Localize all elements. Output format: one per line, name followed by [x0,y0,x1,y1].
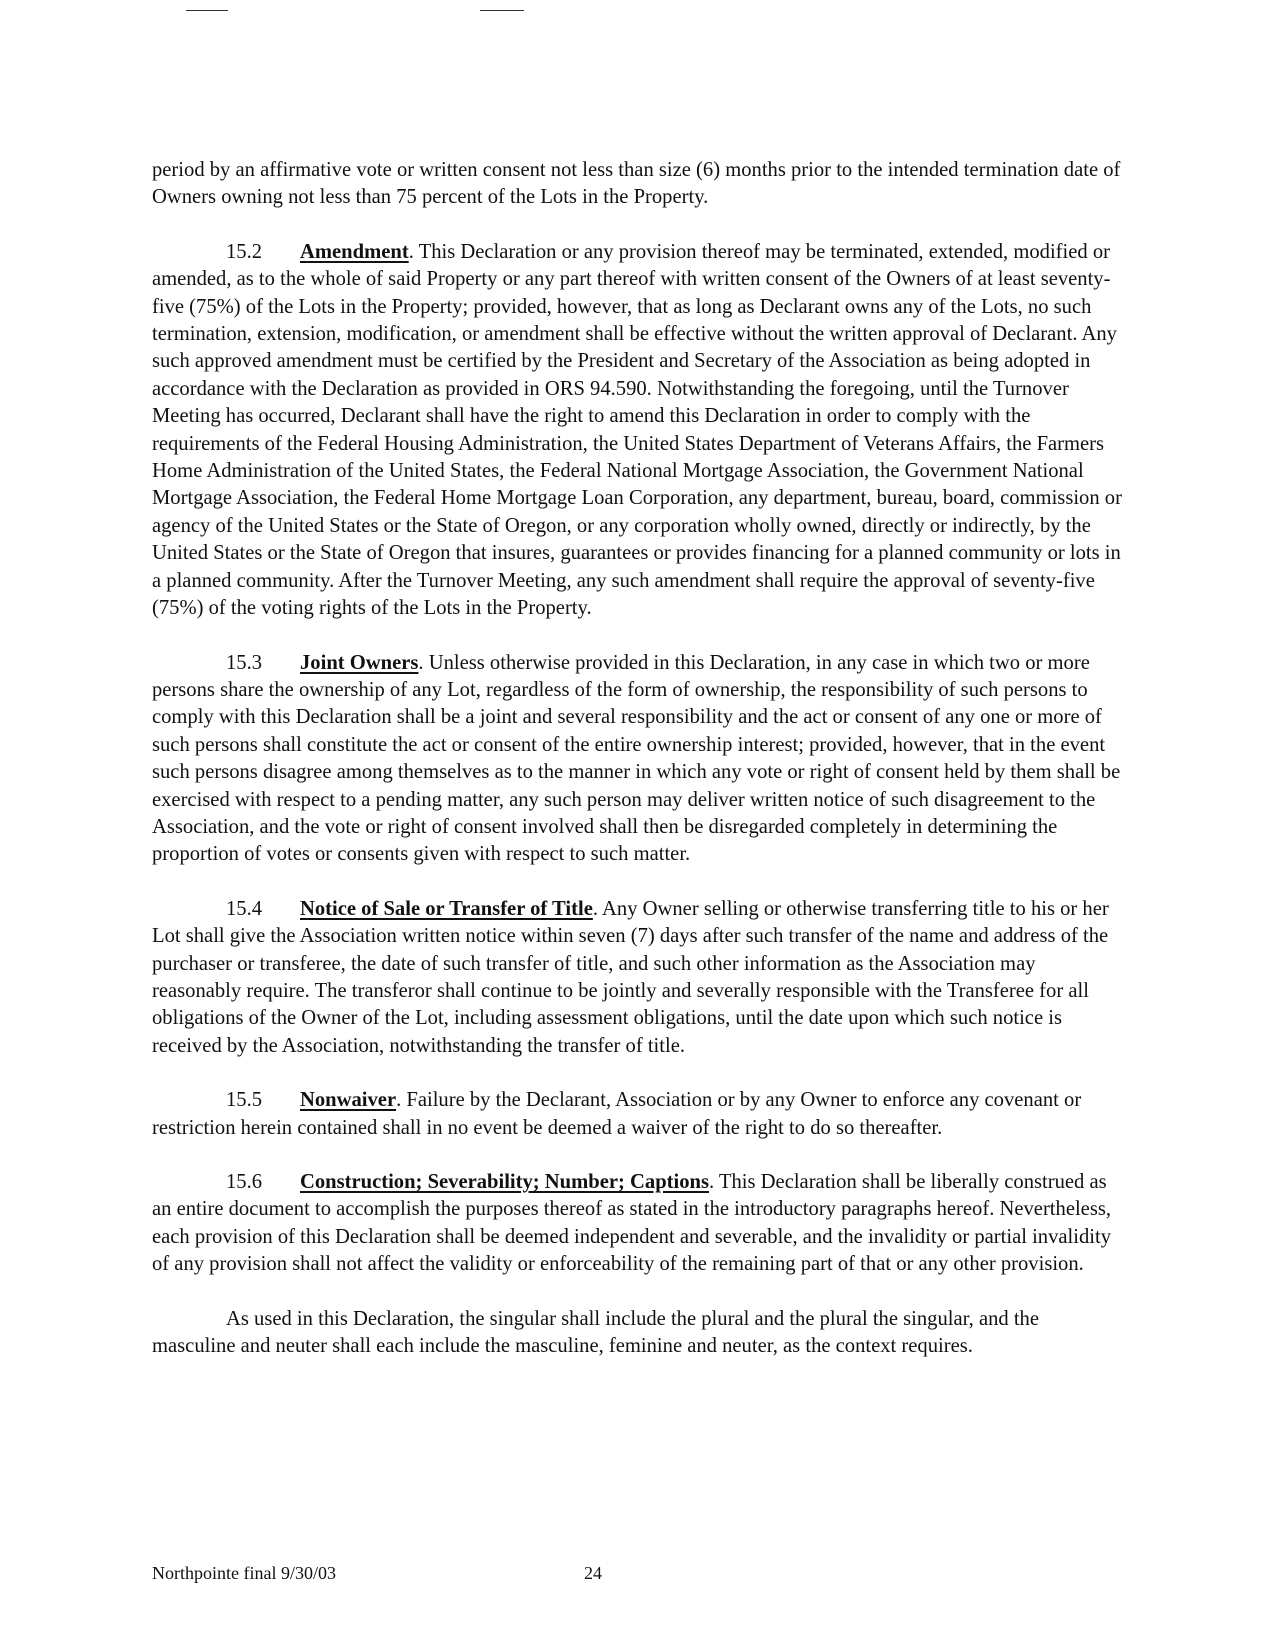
section-15-4 [152,896,1127,1060]
section-15-5 [152,1087,1127,1142]
intro-paragraph: period by an affirmative vote or written consent not less than size (6) months prior to the intended termination date of Owners owning not less than 75 percent of the Lots in the Property. [152,159,1121,209]
section-15-6 [152,1169,1127,1279]
section-text: . Any Owner selling or otherwise transferring title to his or her Lot shall give the Association written notice within seven (7) days after such transfer of the name and address of the purchaser or transferee, the date of such transfer of title, and such other information as the Association may reasonably require. The transferor shall continue to be jointly and severally responsible with the Transferee for all obligations of the Owner of the Lot, including assessment obligations, until the date upon which such notice is received by the Association, notwithstanding the transfer of title. [152,897,1109,1057]
footer-document-label: Northpointe final 9/30/03 [152,1563,336,1583]
section-number: 15.5 [226,1089,263,1112]
document-body [152,157,1127,1387]
section-number: 15.3 [226,651,263,674]
section-number: 15.6 [226,1171,263,1193]
section-text: . This Declaration or any provision thereof may be terminated, extended, modified or amended, as to the whole of said Property or any part thereof with written consent of the Owners of at least seventy-five (75%) of the Lots in the Property; provided, however, that as long as Declarant owns any of the Lots, no such termination, extension, modification, or amendment shall be effective without the written approval of Declarant. Any such approved amendment must be certified by the President and Secretary of the Association as being adopted in accordance with the Declaration as provided in ORS 94.590. Notwithstanding the foregoing, until the Turnover Meeting has occurred, Declarant shall have the right to amend this Declaration in order to comply with the requirements of the Federal Housing Administration, the United States Department of Veterans Affairs, the Farmers Home Administration of the United States, the Federal National Mortgage Association, the Government National Mortgage Association, the Federal Home Mortgage Loan Corporation, any department, bureau, board, commission or agency of the United States or the State of Oregon, or any corporation wholly owned, directly or indirectly, by the United States or the State of Oregon that insures, guarantees or provides financing for a planned community or lots in a planned community. After the Turnover Meeting, any such amendment shall require the approval of seventy-five (75%) of the voting rights of the Lots in the Property. [152,240,1122,620]
section-number: 15.4 [226,897,263,920]
section-title: Amendment [300,240,409,263]
section-text: . Unless otherwise provided in this Declaration, in any case in which two or more persons share the ownership of any Lot, regardless of the form of ownership, the responsibility of such persons to comply with this Declaration shall be a joint and several responsibility and the act or consent of any one or more of such persons shall constitute the act or consent of the entire ownership interest; provided, however, that in the event such persons disagree among themselves as to the manner in which any vote or right of consent held by them shall be exercised with respect to a pending matter, any such person may deliver written notice of such disagreement to the Association, and the vote or right of consent involved shall then be disregarded completely in determining the proportion of votes or consents given with respect to such matter. [152,651,1121,866]
section-number: 15.2 [226,240,263,263]
section-text: . Failure by the Declarant, Association or by any Owner to enforce any covenant or restriction herein contained shall in no event be deemed a waiver of the right to do so thereafter. [152,1089,1082,1139]
section-text: . This Declaration shall be liberally construed as an entire document to accomplish the purposes thereof as stated in the introductory paragraphs hereof. Nevertheless, each provision of this Declaration shall be deemed independent and severable, and the invalidity or partial invalidity of any provision shall not affect the validity or enforceability of the remaining part of that or any other provision. [152,1171,1112,1276]
section-title: Joint Owners [300,651,419,674]
section-15-2 [152,239,1127,623]
section-15-3 [152,650,1127,869]
section-title: Notice of Sale or Transfer of Title [300,897,593,920]
page-number: 24 [584,1563,602,1583]
scan-artifact-mark-right [480,10,524,11]
section-title: Construction; Severability; Number; Captions [300,1171,709,1193]
closing-paragraph: As used in this Declaration, the singular shall include the plural and the plural the singular, and the masculine and neuter shall each include the masculine, feminine and neuter, as the context requires. [152,1307,1039,1358]
scan-artifact-mark-left [186,10,228,11]
section-title: Nonwaiver [300,1089,397,1112]
